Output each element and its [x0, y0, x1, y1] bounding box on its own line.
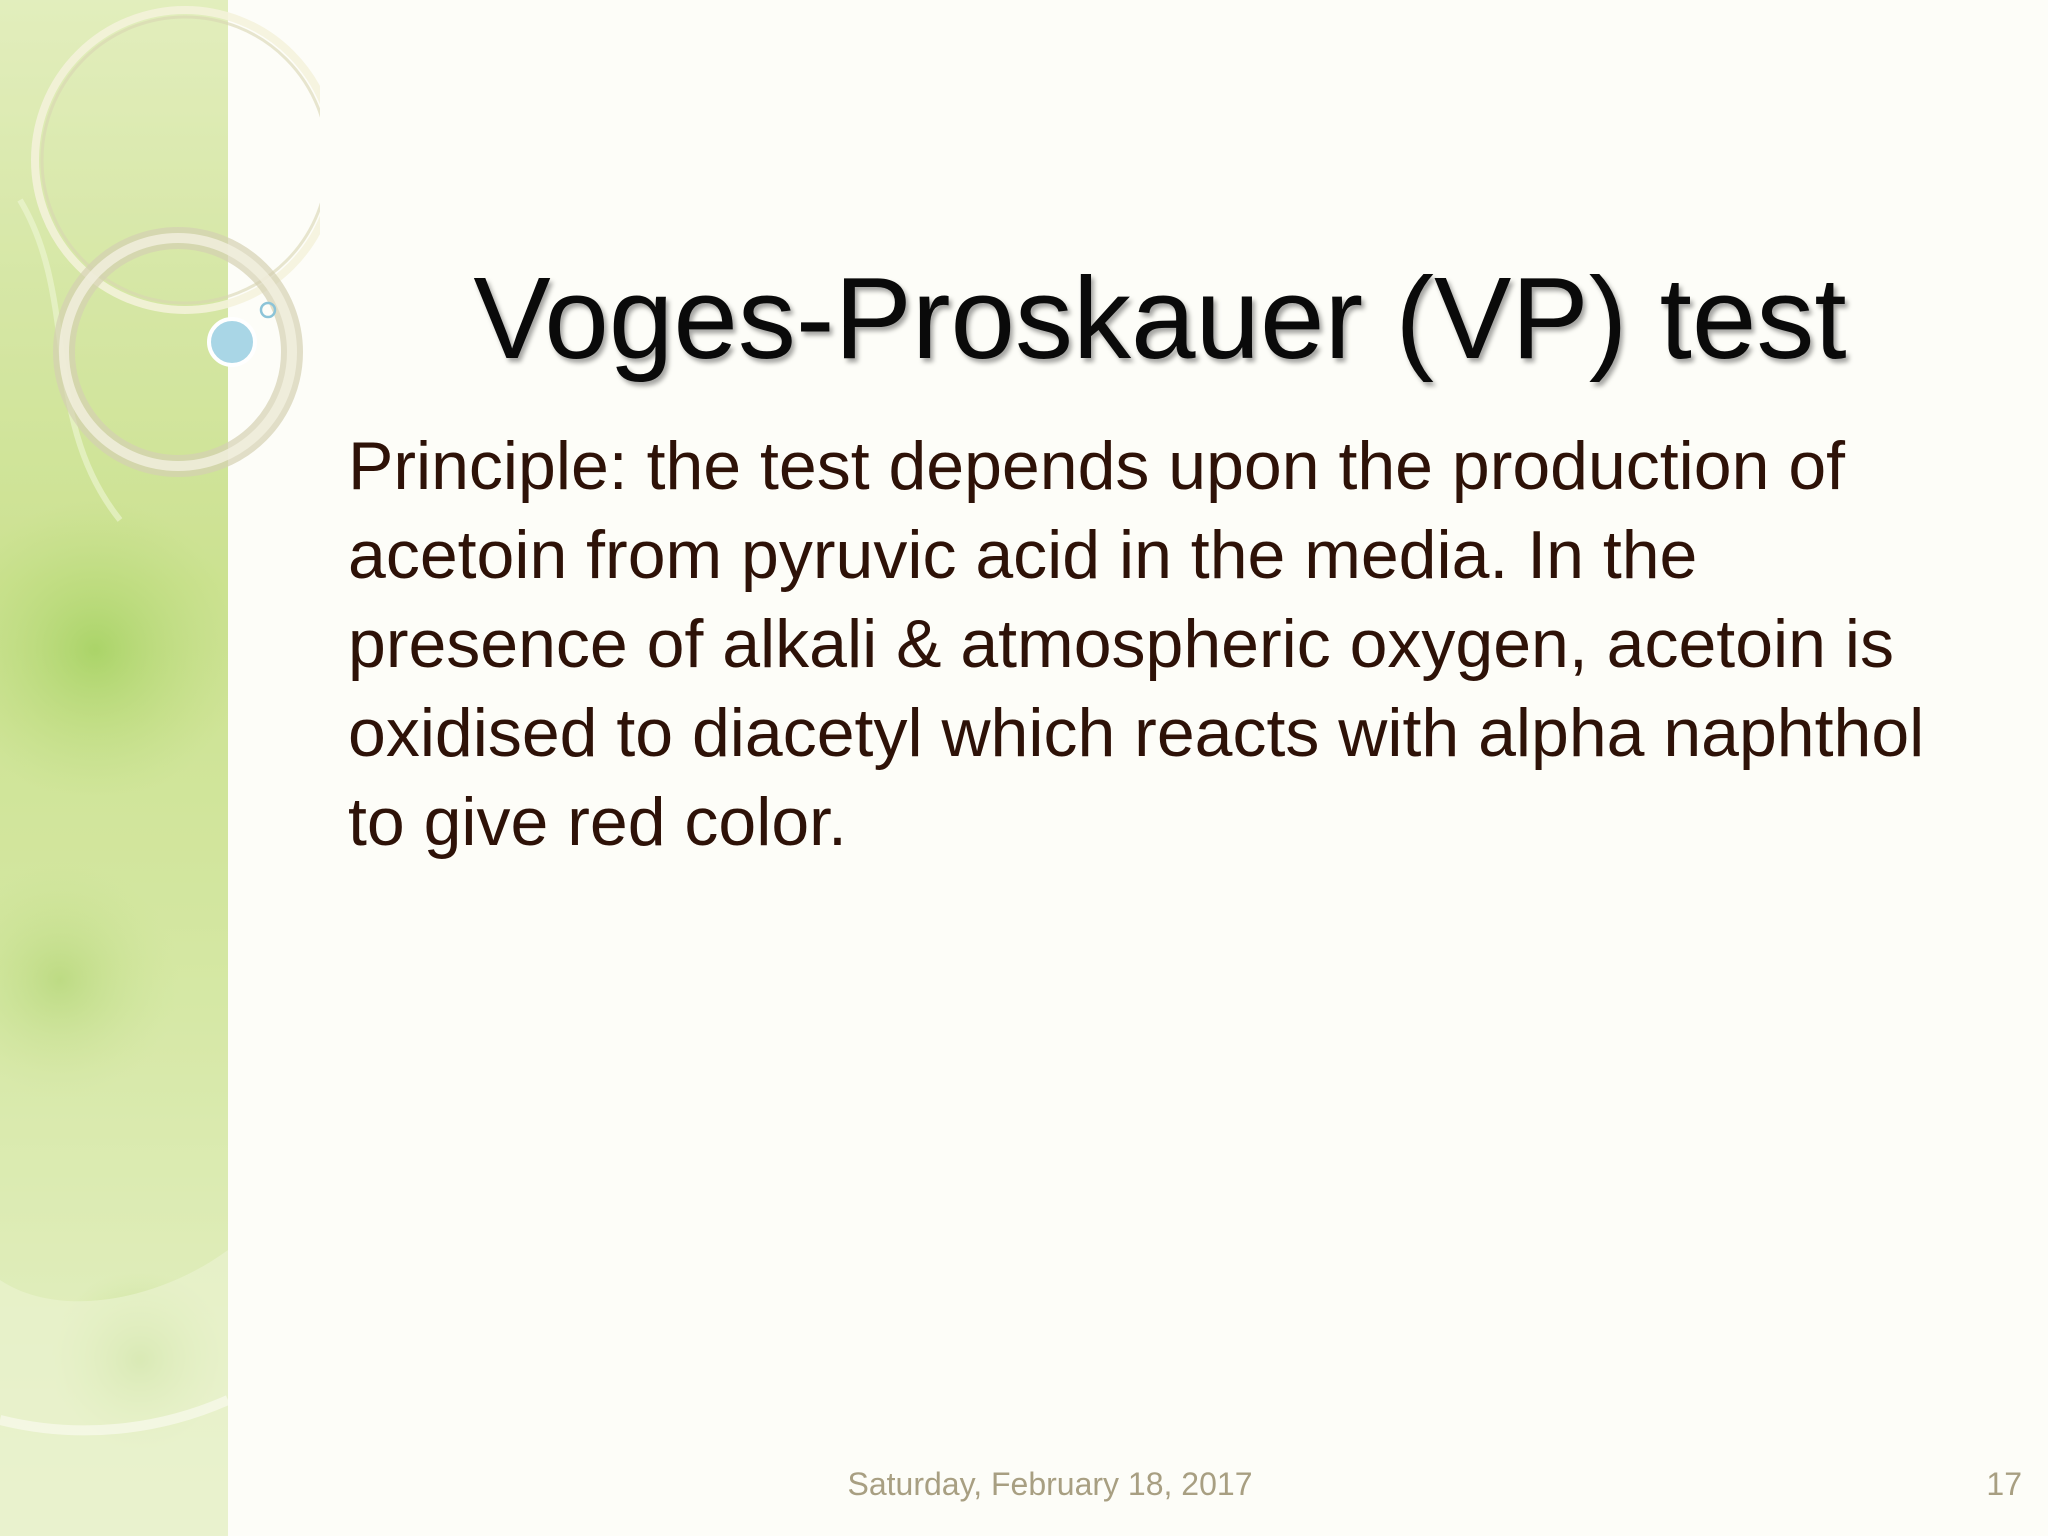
circle-ornament [0, 0, 320, 520]
slide-title: Voges-Proskauer (VP) test [473, 253, 1847, 383]
footer-date: Saturday, February 18, 2017 [847, 1466, 1253, 1502]
bubble-icon [209, 319, 255, 365]
page-number: 17 [1986, 1466, 2022, 1502]
slide-body-text: Principle: the test depends upon the production of acetoin from pyruvic acid in the media. In the presence of alkali & atmospheric oxygen, acetoin is oxidised to diacetyl which reacts with alpha naphthol to give red color. [348, 428, 1925, 860]
